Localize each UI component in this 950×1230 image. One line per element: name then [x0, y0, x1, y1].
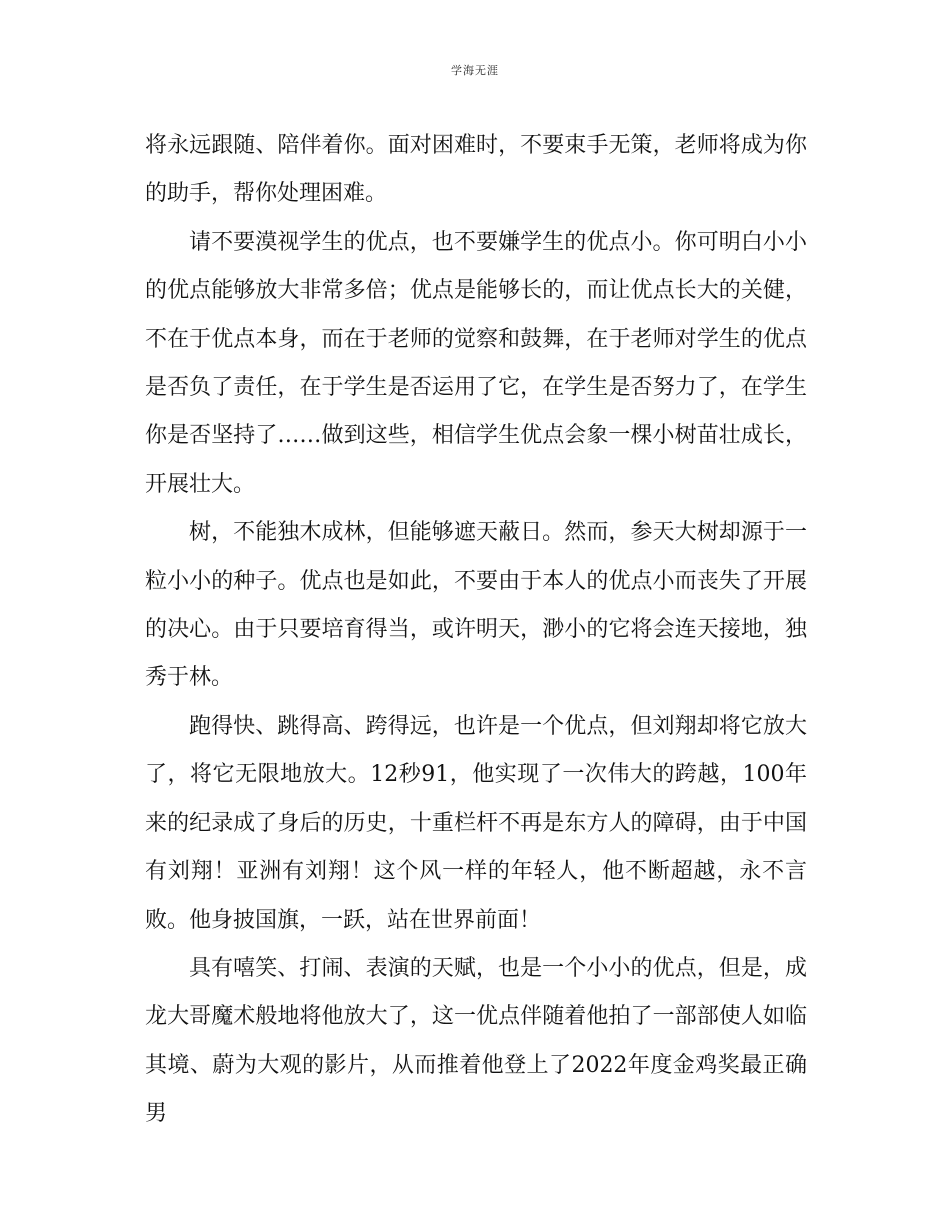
paragraph-4: 跑得快、跳得高、跨得远，也许是一个优点，但刘翔却将它放大了，将它无限地放大。12秒91，他实现了一次伟大的跨越，100年来的纪录成了身后的历史，十重栏杆不再是东方人的障碍，由于中国有刘翔！亚洲有刘翔！这个风一样的年轻人，他不断超越，永不言败。他身披国旗，一跃，站在世界前面！ — [145, 713, 807, 933]
paragraph-3: 树，不能独木成林，但能够遮天蔽日。然而，参天大树却源于一粒小小的种子。优点也是如此，不要由于本人的优点小而丧失了开展的决心。由于只要培育得当，或许明天，渺小的它将会连天接地，独秀于林。 — [145, 520, 807, 691]
document-body — [145, 122, 807, 1139]
page-header: 学海无涯 — [451, 64, 499, 77]
paragraph-1: 将永远跟随、陪伴着你。面对困难时，不要束手无策，老师将成为你的助手，帮你处理困难。 — [145, 133, 807, 207]
paragraph-5: 具有嘻笑、打闹、表演的天赋，也是一个小小的优点，但是，成龙大哥魔术般地将他放大了，这一优点伴随着他拍了一部部使人如临其境、蔚为大观的影片，从而推着他登上了2022年度金鸡奖最正确男 — [145, 955, 807, 1127]
paragraph-2: 请不要漠视学生的优点，也不要嫌学生的优点小。你可明白小小的优点能够放大非常多倍；优点是能够长的，而让优点长大的关健，不在于优点本身，而在于老师的觉察和鼓舞，在于老师对学生的优点是否负了责任，在于学生是否运用了它，在学生是否努力了，在学生你是否坚持了……做到这些，相信学生优点会象一棵小树苗壮成长，开展壮大。 — [145, 229, 807, 497]
